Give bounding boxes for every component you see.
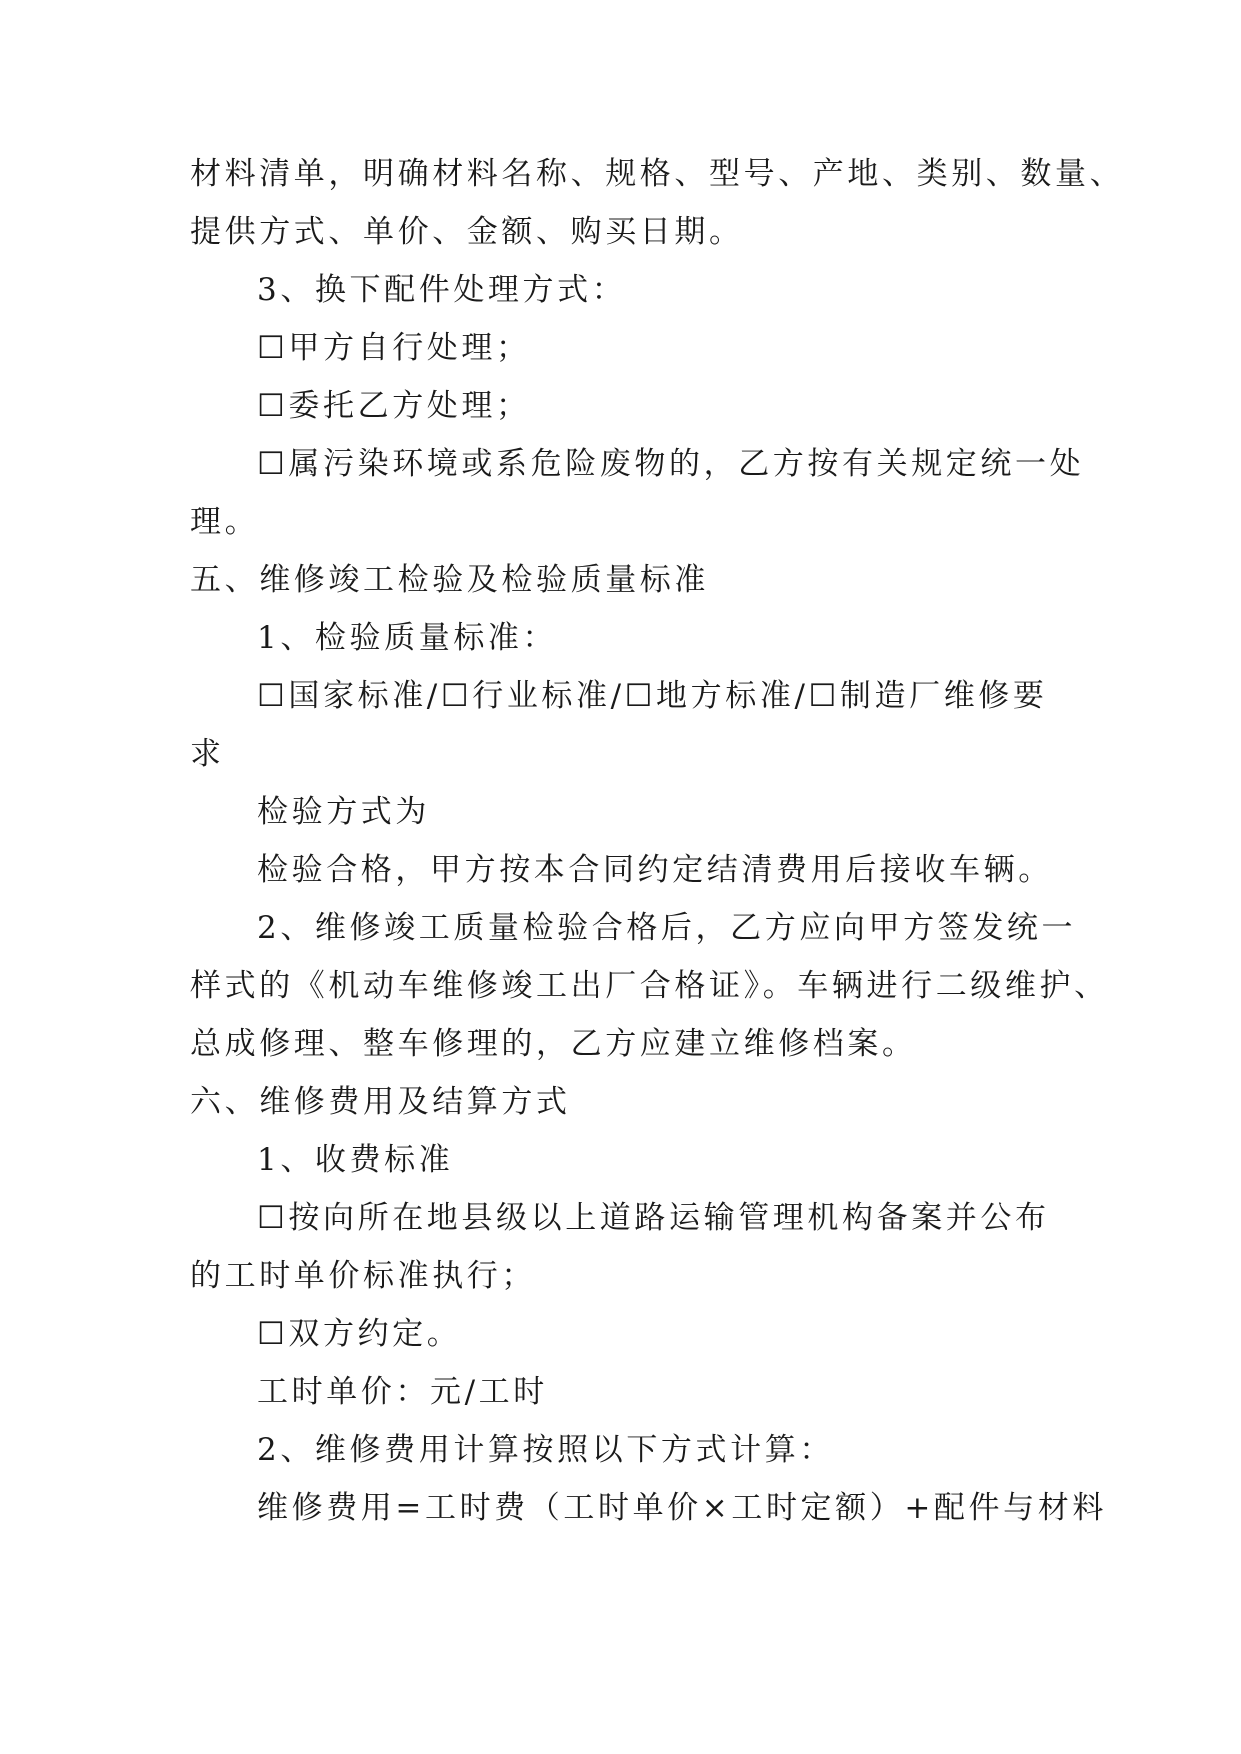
text-line: 1、检验质量标准： <box>257 620 558 656</box>
section-heading: 六、维修费用及结算方式 <box>190 1084 571 1120</box>
checkbox-option-line: ☐双方约定。 <box>257 1316 462 1352</box>
text-line: 3、换下配件处理方式： <box>257 272 627 308</box>
checkbox-option-line: ☐委托乙方处理； <box>257 388 531 424</box>
text-line: 2、维修费用计算按照以下方式计算： <box>257 1432 834 1468</box>
text-line: 检验合格，甲方按本合同约定结清费用后接收车辆。 <box>257 852 1053 888</box>
text-line: 材料清单，明确材料名称、规格、型号、产地、类别、数量、 <box>190 156 1125 192</box>
text-line: 提供方式、单价、金额、购买日期。 <box>190 214 744 250</box>
text-line: 2、维修竣工质量检验合格后，乙方应向甲方签发统一 <box>257 910 1077 946</box>
text-line: 的工时单价标准执行； <box>190 1258 536 1294</box>
text-line: 检验方式为 <box>257 794 430 830</box>
text-line: 维修费用=工时费（工时单价×工时定额）+配件与材料 <box>257 1490 1107 1526</box>
section-heading: 五、维修竣工检验及检验质量标准 <box>190 562 709 598</box>
checkbox-option-line: ☐国家标准/☐行业标准/☐地方标准/☐制造厂维修要 <box>257 678 1048 714</box>
text-line: 工时单价：元/工时 <box>257 1374 548 1410</box>
checkbox-option-line: ☐属污染环境或系危险废物的，乙方按有关规定统一处 <box>257 446 1085 482</box>
text-line: 求 <box>190 736 225 772</box>
checkbox-option-line: ☐按向所在地县级以上道路运输管理机构备案并公布 <box>257 1200 1050 1236</box>
text-line: 总成修理、整车修理的，乙方应建立维修档案。 <box>190 1026 917 1062</box>
text-line: 理。 <box>190 504 260 540</box>
text-line: 样式的《机动车维修竣工出厂合格证》。车辆进行二级维护、 <box>190 968 1109 1004</box>
checkbox-option-line: ☐甲方自行处理； <box>257 330 531 366</box>
text-line: 1、收费标准 <box>257 1142 454 1178</box>
